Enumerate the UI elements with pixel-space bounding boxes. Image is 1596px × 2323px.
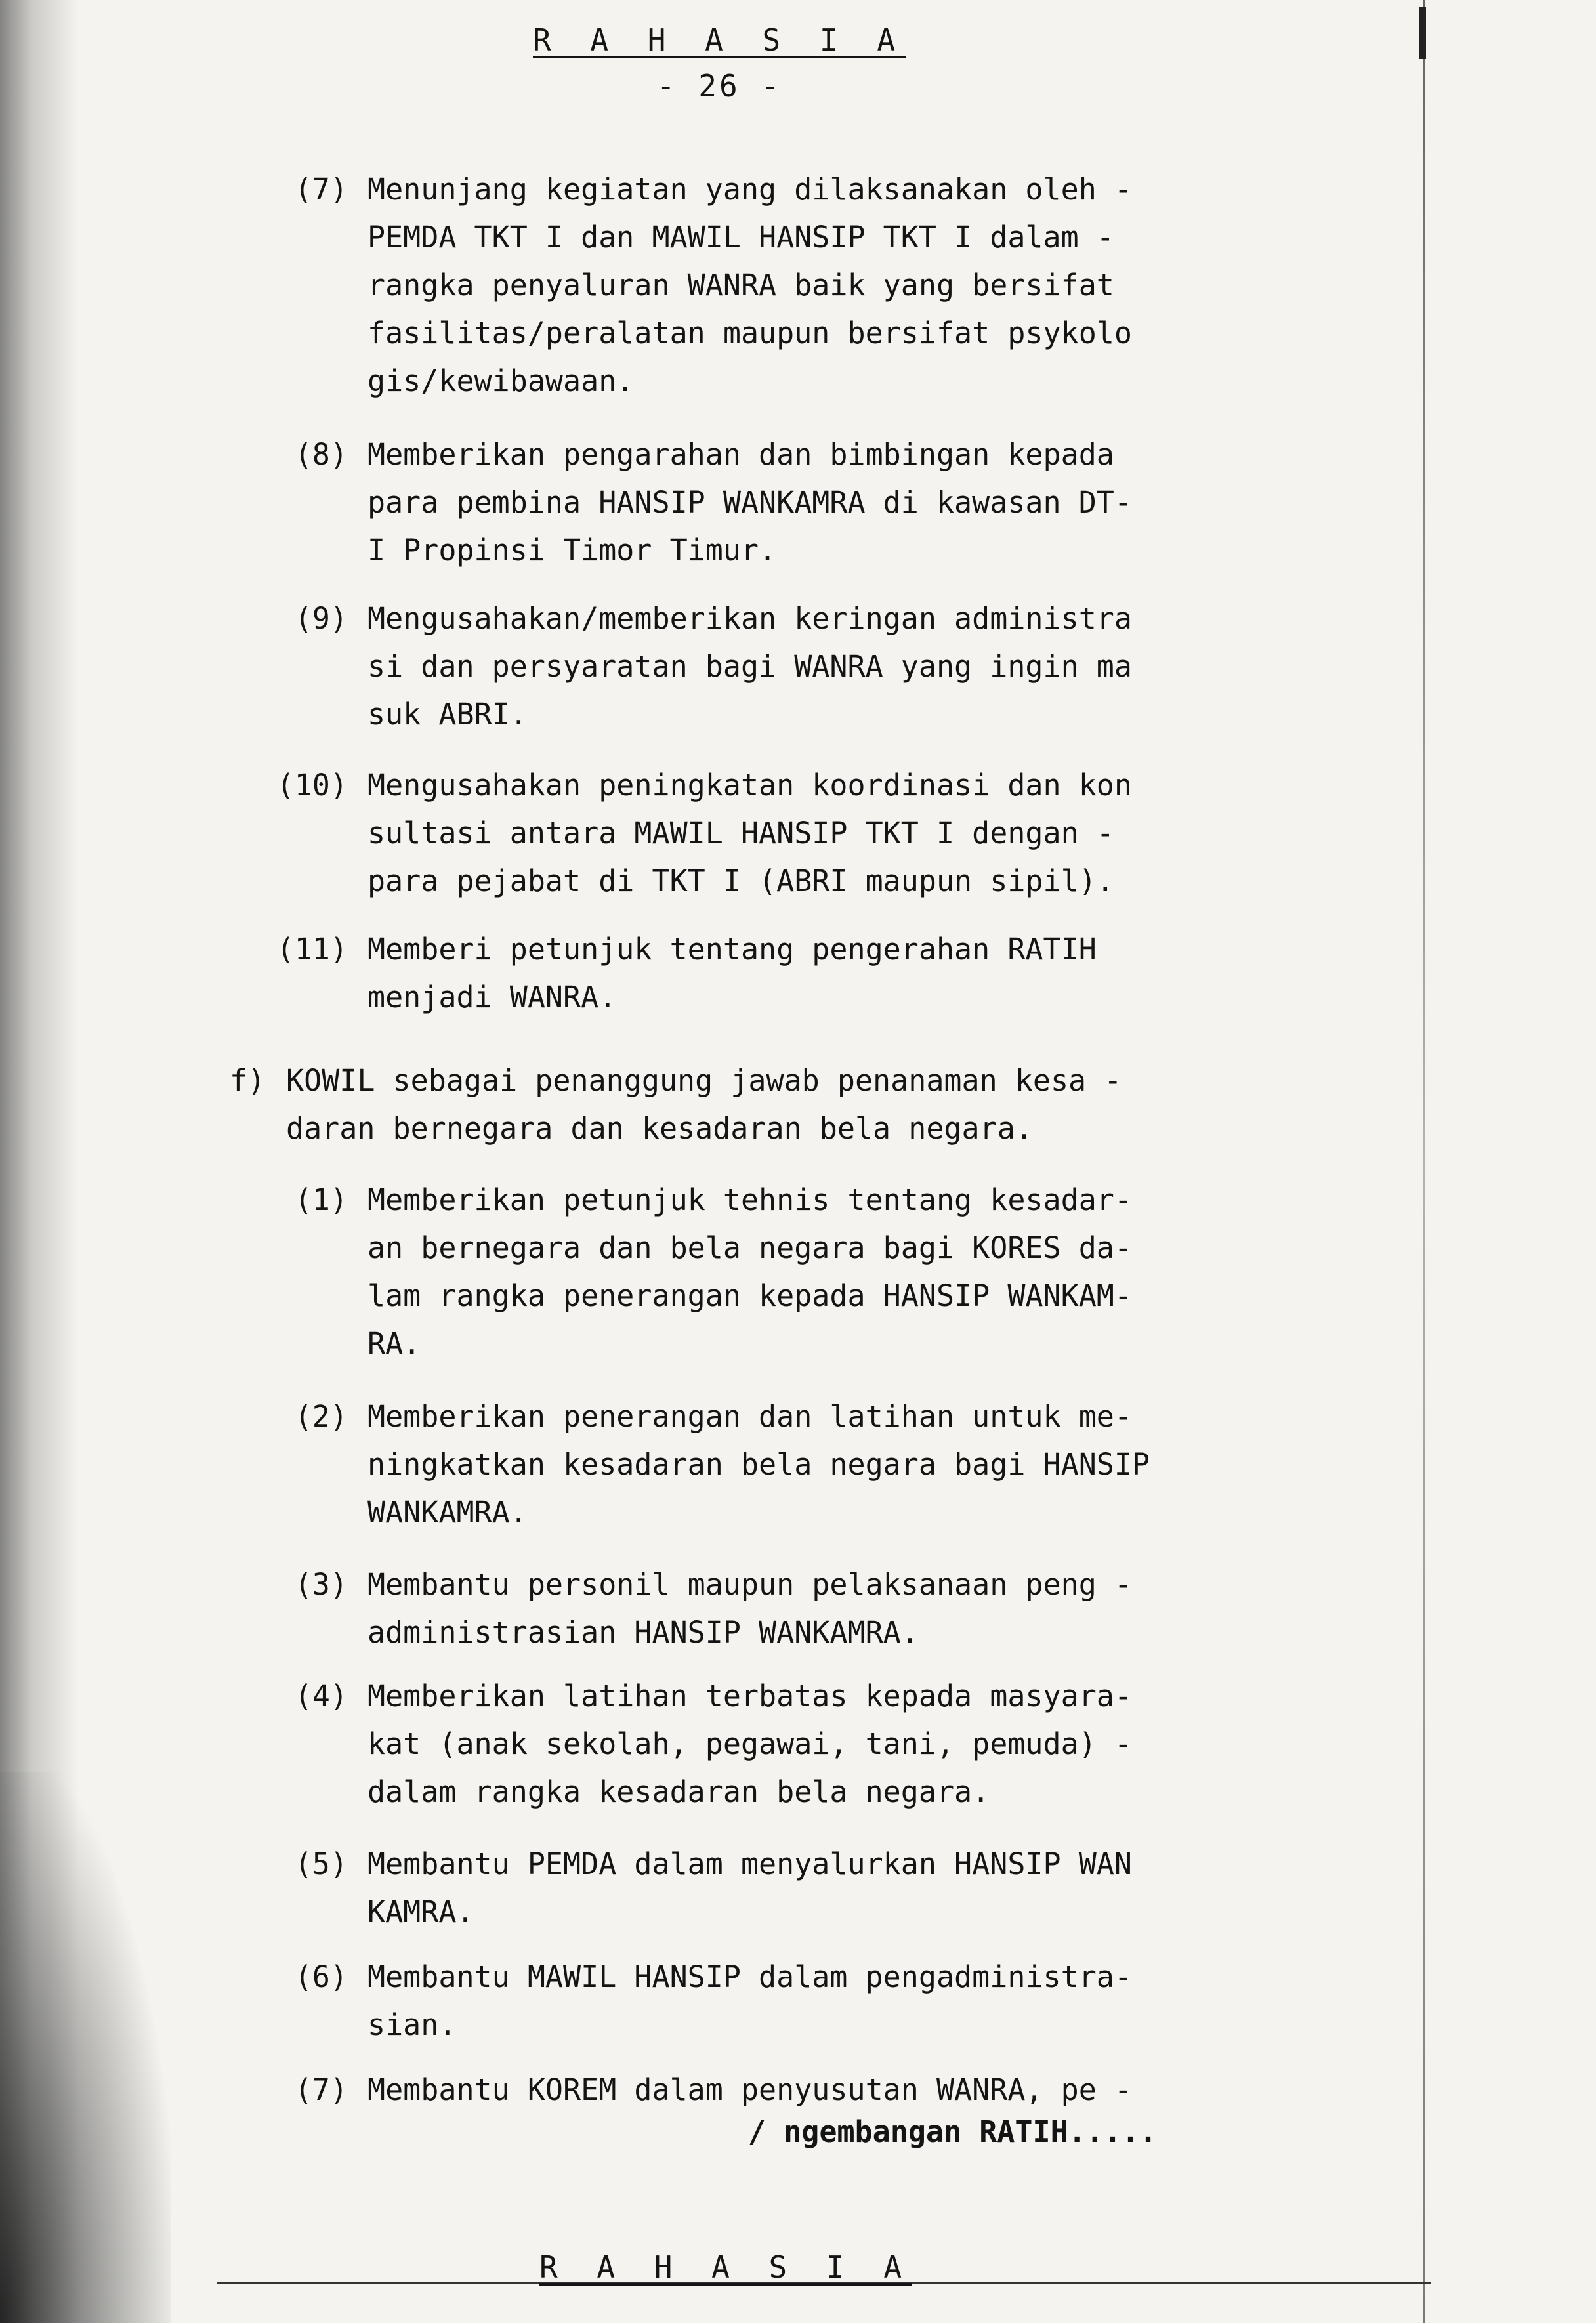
item-line: KAMRA.: [368, 1894, 474, 1929]
classification-header: [0, 22, 1517, 58]
item-line: WANKAMRA.: [368, 1495, 528, 1530]
catchword: / ngembangan RATIH.....: [748, 2114, 1158, 2149]
item-line: an bernegara dan bela negara bagi KORES da-: [368, 1230, 1132, 1265]
item-line: sultasi antara MAWIL HANSIP TKT I dengan -: [368, 816, 1114, 850]
section-f-line: daran bernegara dan kesadaran bela negara.: [286, 1111, 1033, 1146]
item-text: [368, 1672, 1132, 1816]
item-line: dalam rangka kesadaran bela negara.: [368, 1774, 990, 1809]
scan-edge-right: [1423, 0, 1425, 2323]
item-line: para pembina HANSIP WANKAMRA di kawasan DT-: [368, 485, 1132, 520]
item-line: para pejabat di TKT I (ABRI maupun sipil).: [368, 864, 1114, 898]
item-line: fasilitas/peralatan maupun bersifat psykolo: [368, 316, 1132, 350]
classification-footer: [0, 2250, 1524, 2285]
item-number: (11): [276, 932, 348, 967]
item-number: (5): [294, 1847, 348, 1881]
item-number: (2): [294, 1399, 348, 1434]
item-text: [368, 925, 1097, 1021]
item-text: [368, 2066, 1132, 2114]
item-line: lam rangka penerangan kepada HANSIP WANKAM-: [368, 1278, 1132, 1313]
item-line: Memberi petunjuk tentang pengerahan RATIH: [368, 932, 1097, 967]
item-line: kat (anak sekolah, pegawai, tani, pemuda) -: [368, 1727, 1132, 1761]
section-f-line: KOWIL sebagai penanggung jawab penanaman kesa -: [286, 1063, 1122, 1098]
item-line: Membantu KOREM dalam penyusutan WANRA, pe -: [368, 2072, 1132, 2107]
item-line: rangka penyaluran WANRA baik yang bersifat: [368, 268, 1114, 303]
item-number: (8): [294, 437, 348, 472]
item-text: [368, 761, 1132, 905]
item-line: menjadi WANRA.: [368, 980, 617, 1015]
item-line: suk ABRI.: [368, 697, 528, 732]
item-number: (6): [294, 1959, 348, 1994]
item-line: PEMDA TKT I dan MAWIL HANSIP TKT I dalam -: [368, 220, 1114, 255]
item-number: (9): [294, 601, 348, 636]
item-line: Mengusahakan peningkatan koordinasi dan kon: [368, 768, 1132, 803]
item-line: Memberikan penerangan dan latihan untuk me-: [368, 1399, 1132, 1434]
item-text: [368, 165, 1132, 405]
section-f-label: f): [230, 1063, 266, 1098]
item-text: [368, 595, 1132, 738]
classification-footer-text: R A H A S I A: [539, 2250, 913, 2285]
item-number: (10): [276, 768, 348, 803]
item-line: Membantu PEMDA dalam menyalurkan HANSIP WAN: [368, 1847, 1132, 1881]
item-line: Menunjang kegiatan yang dilaksanakan oleh -: [368, 172, 1132, 207]
item-line: sian.: [368, 2007, 457, 2042]
item-number: (4): [294, 1679, 348, 1713]
item-line: Memberikan petunjuk tehnis tentang kesadar-: [368, 1182, 1132, 1217]
item-text: [368, 1840, 1132, 1936]
item-number: (7): [294, 172, 348, 207]
item-line: ningkatkan kesadaran bela negara bagi HANSIP: [368, 1447, 1150, 1482]
item-text: [368, 1560, 1132, 1656]
item-number: (1): [294, 1182, 348, 1217]
item-number: (7): [294, 2072, 348, 2107]
item-line: si dan persyaratan bagi WANRA yang ingin ma: [368, 649, 1132, 684]
item-line: I Propinsi Timor Timur.: [368, 533, 777, 568]
item-text: [368, 430, 1132, 574]
page-number: - 26 -: [656, 68, 782, 104]
item-line: gis/kewibawaan.: [368, 364, 635, 398]
item-line: Mengusahakan/memberikan keringan administra: [368, 601, 1132, 636]
item-text: [368, 1953, 1132, 2049]
item-line: administrasian HANSIP WANKAMRA.: [368, 1615, 919, 1650]
item-line: Memberikan pengarahan dan bimbingan kepada: [368, 437, 1114, 472]
section-f-text: [286, 1057, 1122, 1152]
item-line: RA.: [368, 1326, 421, 1361]
item-line: Membantu personil maupun pelaksanaan peng -: [368, 1567, 1132, 1602]
item-line: Membantu MAWIL HANSIP dalam pengadministra-: [368, 1959, 1132, 1994]
item-line: Memberikan latihan terbatas kepada masyara-: [368, 1679, 1132, 1713]
item-text: [368, 1392, 1150, 1536]
scan-shadow-bottom-left: [0, 1772, 171, 2323]
item-number: (3): [294, 1567, 348, 1602]
classification-header-text: R A H A S I A: [532, 22, 906, 58]
item-text: [368, 1176, 1132, 1368]
